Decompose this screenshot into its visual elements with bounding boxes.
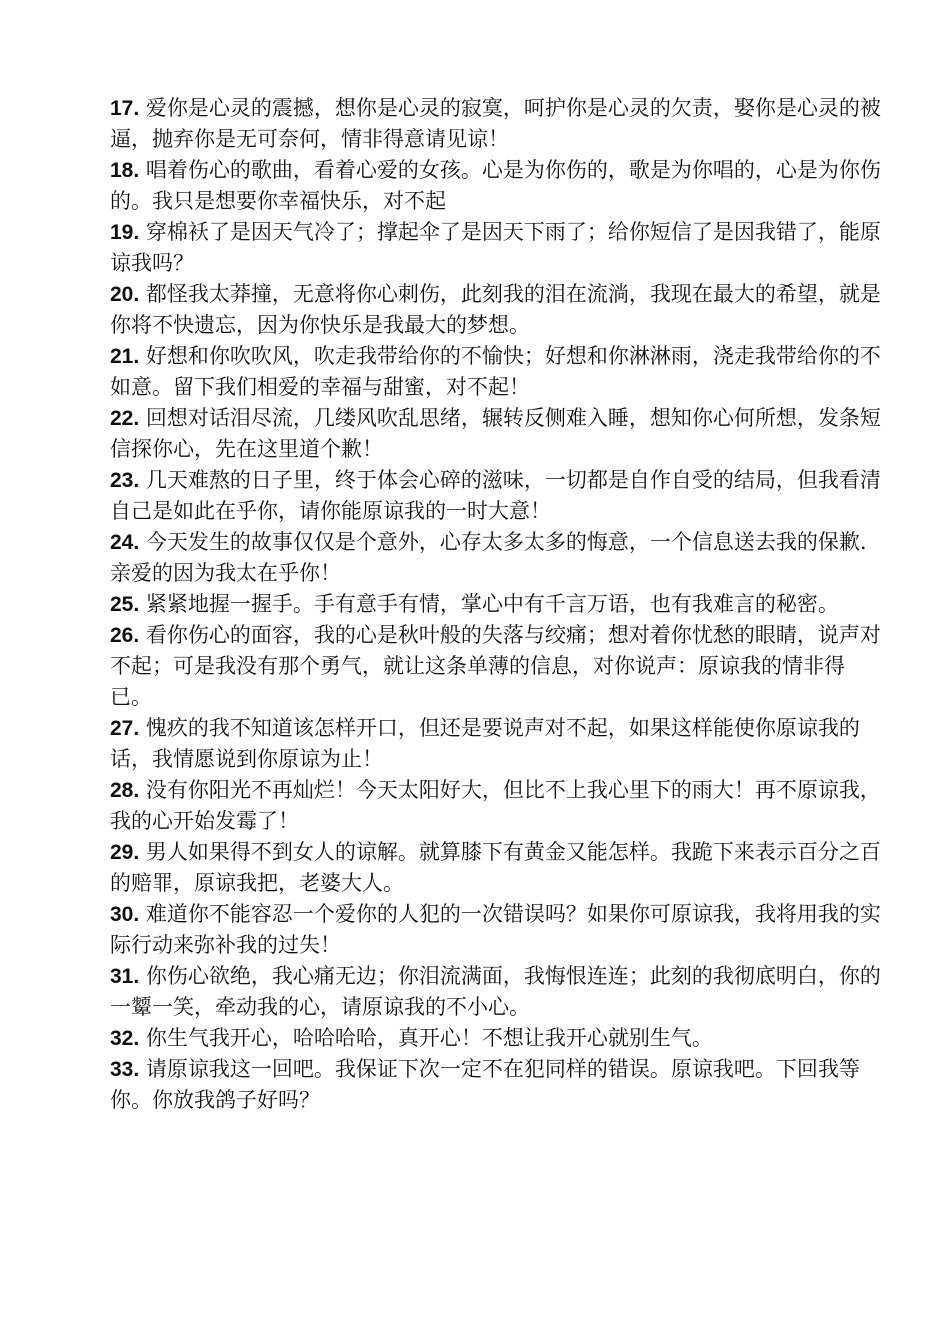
entry-28 <box>110 775 885 837</box>
entry-31 <box>110 961 885 1023</box>
entry-number: 23. <box>110 469 140 492</box>
entry-text: 今天发生的故事仅仅是个意外，心存太多太多的悔意，一个信息送去我的保歉.亲爱的因为我太在乎你！ <box>110 530 867 585</box>
entry-text: 爱你是心灵的震撼，想你是心灵的寂寞，呵护你是心灵的欠责，娶你是心灵的被逼，抛弃你是无可奈何，情非得意请见谅！ <box>110 96 881 151</box>
entry-text: 难道你不能容忍一个爱你的人犯的一次错误吗？如果你可原谅我，我将用我的实际行动来弥补我的过失！ <box>110 902 881 957</box>
entry-21 <box>110 341 885 403</box>
entry-number: 19. <box>110 221 140 244</box>
entry-number: 17. <box>110 97 140 120</box>
entry-18 <box>110 155 885 217</box>
entry-number: 32. <box>110 1027 140 1050</box>
entry-text: 穿棉袄了是因天气冷了；撑起伞了是因天下雨了；给你短信了是因我错了，能原谅我吗？ <box>110 220 881 275</box>
document-body <box>110 93 885 1116</box>
entry-number: 28. <box>110 779 140 802</box>
entry-17 <box>110 93 885 155</box>
entry-22 <box>110 403 885 465</box>
entry-26 <box>110 620 885 713</box>
entry-text: 愧疚的我不知道该怎样开口，但还是要说声对不起，如果这样能使你原谅我的话，我情愿说到你原谅为止！ <box>110 716 860 771</box>
entry-text: 紧紧地握一握手。手有意手有情，掌心中有千言万语，也有我难言的秘密。 <box>139 592 839 616</box>
entry-32 <box>110 1023 885 1054</box>
entry-number: 21. <box>110 345 140 368</box>
entry-number: 31. <box>110 965 140 988</box>
entry-text: 好想和你吹吹风，吹走我带给你的不愉快；好想和你淋淋雨，浇走我带给你的不如意。留下我们相爱的幸福与甜蜜，对不起！ <box>110 344 881 399</box>
entry-25 <box>110 589 885 620</box>
entry-23 <box>110 465 885 527</box>
entry-text: 几天难熬的日子里，终于体会心碎的滋味，一切都是自作自受的结局，但我看清自己是如此在乎你，请你能原谅我的一时大意！ <box>110 468 881 523</box>
entry-24 <box>110 527 885 589</box>
entry-number: 20. <box>110 283 140 306</box>
entry-number: 22. <box>110 407 140 430</box>
entry-text: 没有你阳光不再灿烂！今天太阳好大，但比不上我心里下的雨大！再不原谅我，我的心开始发霉了！ <box>110 778 881 833</box>
entry-33 <box>110 1054 885 1116</box>
entry-text: 请原谅我这一回吧。我保证下次一定不在犯同样的错误。原谅我吧。下回我等你。你放我鸽子好吗？ <box>110 1057 860 1112</box>
entry-number: 24. <box>110 531 140 554</box>
entry-27 <box>110 713 885 775</box>
entry-20 <box>110 279 885 341</box>
entry-text: 你伤心欲绝，我心痛无边；你泪流满面，我悔恨连连；此刻的我彻底明白，你的一颦一笑，牵动我的心，请原谅我的不小心。 <box>110 964 881 1019</box>
entry-number: 18. <box>110 159 140 182</box>
entry-number: 27. <box>110 717 140 740</box>
entry-text: 你生气我开心，哈哈哈哈，真开心！不想让我开心就别生气。 <box>139 1026 713 1050</box>
entry-number: 33. <box>110 1058 140 1081</box>
entry-29 <box>110 837 885 899</box>
entry-number: 30. <box>110 903 140 926</box>
entry-30 <box>110 899 885 961</box>
entry-number: 25. <box>110 593 140 616</box>
entry-text: 都怪我太莽撞，无意将你心刺伤，此刻我的泪在流淌，我现在最大的希望，就是你将不快遗忘，因为你快乐是我最大的梦想。 <box>110 282 881 337</box>
entry-text: 男人如果得不到女人的谅解。就算膝下有黄金又能怎样。我跪下来表示百分之百的赔罪，原谅我把，老婆大人。 <box>110 840 881 895</box>
entry-19 <box>110 217 885 279</box>
entry-number: 29. <box>110 841 140 864</box>
entry-number: 26. <box>110 624 140 647</box>
entry-text: 看你伤心的面容，我的心是秋叶般的失落与绞痛；想对着你忧愁的眼睛，说声对不起；可是我没有那个勇气，就让这条单薄的信息，对你说声：原谅我的情非得已。 <box>110 623 881 709</box>
entry-text: 回想对话泪尽流，几缕风吹乱思绪，辗转反侧难入睡，想知你心何所想，发条短信探你心，先在这里道个歉！ <box>110 406 881 461</box>
entry-text: 唱着伤心的歌曲，看着心爱的女孩。心是为你伤的，歌是为你唱的，心是为你伤的。我只是想要你幸福快乐，对不起 <box>110 158 881 213</box>
